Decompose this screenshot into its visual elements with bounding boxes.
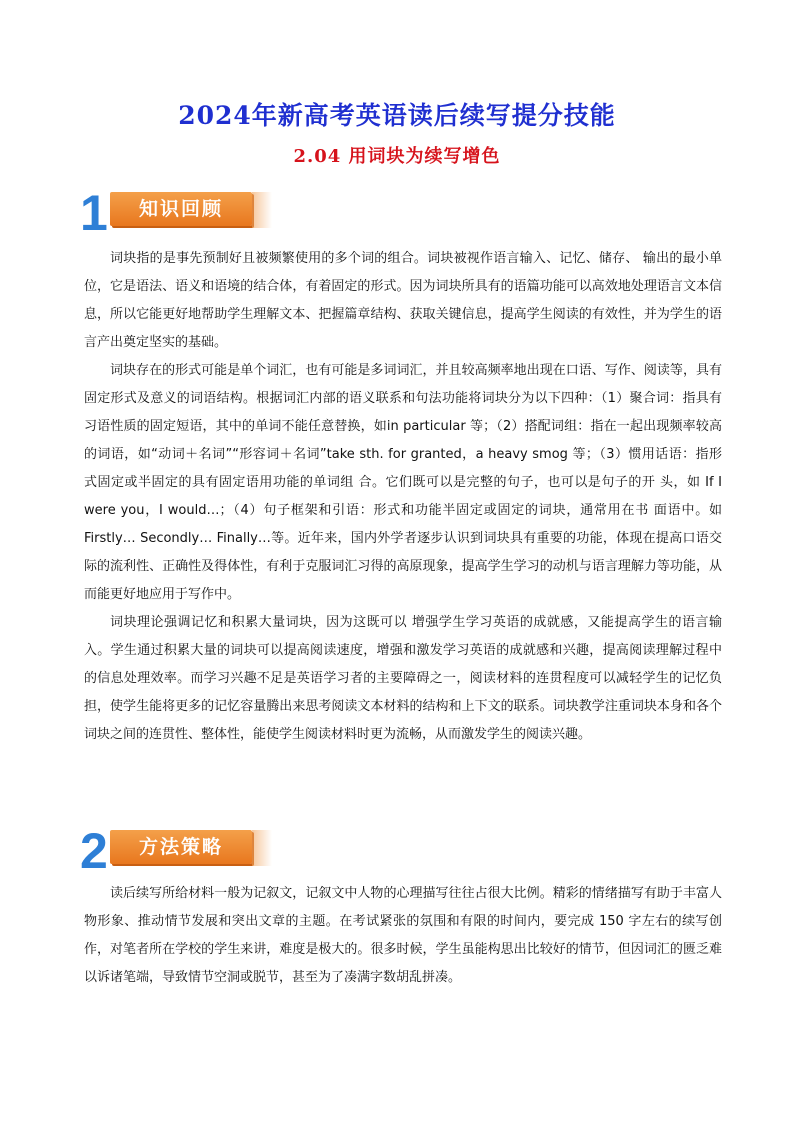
paragraph: 词块存在的形式可能是单个词汇，也有可能是多词词汇，并且较高频率地出现在口语、写作、阅读等，具有固定形式及意义的词语结构。根据词汇内部的语义联系和句法功能将词块分为以下四种：（1）聚合词：指具有习语性质的固定短语，其中的单词不能任意替换，如in particular 等；（2）搭配词组：指在一起出现频率较高的词语，如“动词＋名词”“形容词＋名词”take sth. for granted，a heavy smog 等；（3）惯用话语：指形 式固定或半固定的具有固定语用功能的单词组 合。它们既可以是完整的句子，也可以是句子的开 头，如 If I were you，I would…；（4）句子框架和引语：形式和功能半固定或固定的词块，通常用在书 面语中。如 Firstly… Secondly… Finally…等。近年来，国内外学者逐步认识到词块具有重要的功能，体现在提高口语交际的流利性、正确性及得体性，有利于克服词汇习得的高原现象，提高学生学习的动机与语言理解力等功能，从而能更好地应用于写作中。: [84, 363, 722, 602]
banner-fade-decoration: [252, 192, 272, 228]
section-body-method-strategy: [84, 880, 722, 992]
banner-fade-decoration: [252, 830, 272, 866]
document-subtitle: 2.04 用词块为续写增色: [293, 146, 501, 167]
section-number: 2: [80, 823, 108, 879]
document-title: 2024年新高考英语读后续写提分技能: [178, 101, 616, 130]
paragraph: 读后续写所给材料一般为记叙文，记叙文中人物的心理描写往往占很大比例。精彩的情绪描写有助于丰富人物形象、推动情节发展和突出文章的主题。在考试紧张的氛围和有限的时间内，要完成 150 字左右的续写创作，对笔者所在学校的学生来讲，难度是极大的。很多时候，学生虽能构思出比较好的情节，但因词汇的匮乏难以诉诸笔端，导致情节空洞或脱节，甚至为了凑满字数胡乱拼凑。: [84, 886, 722, 985]
section-header-method-strategy: [80, 823, 340, 879]
paragraph: 词块指的是事先预制好且被频繁使用的多个词的组合。词块被视作语言输入、记忆、储存、 输出的最小单位，它是语法、语义和语境的结合体，有着固定的形式。因为词块所具有的语篇功能可以高效地处理语言文本信息，所以它能更好地帮助学生理解文本、把握篇章结构、获取关键信息，提高学生阅读的有效性，并为学生的语言产出奠定坚实的基础。: [84, 251, 722, 350]
section-banner: [110, 830, 252, 864]
section-body-knowledge-review: [84, 245, 722, 749]
section-heading: 方法策略: [138, 836, 223, 858]
section-number: 1: [80, 185, 108, 241]
section-banner: [110, 192, 252, 226]
section-header-knowledge-review: [80, 185, 340, 241]
paragraph: 词块理论强调记忆和积累大量词块，因为这既可以 增强学生学习英语的成就感，又能提高学生的语言输入。学生通过积累大量的词块可以提高阅读速度，增强和激发学习英语的成就感和兴趣，提高阅读理解过程中 的信息处理效率。而学习兴趣不足是英语学习者的主要障碍之一，阅读材料的连贯程度可以减轻学生的记忆负担，使学生能将更多的记忆容量腾出来思考阅读文本材料的结构和上下文的联系。词块教学注重词块本身和各个词块之间的连贯性、整体性，能使学生阅读材料时更为流畅，从而激发学生的阅读兴趣。: [84, 615, 722, 742]
section-heading: 知识回顾: [138, 198, 223, 220]
